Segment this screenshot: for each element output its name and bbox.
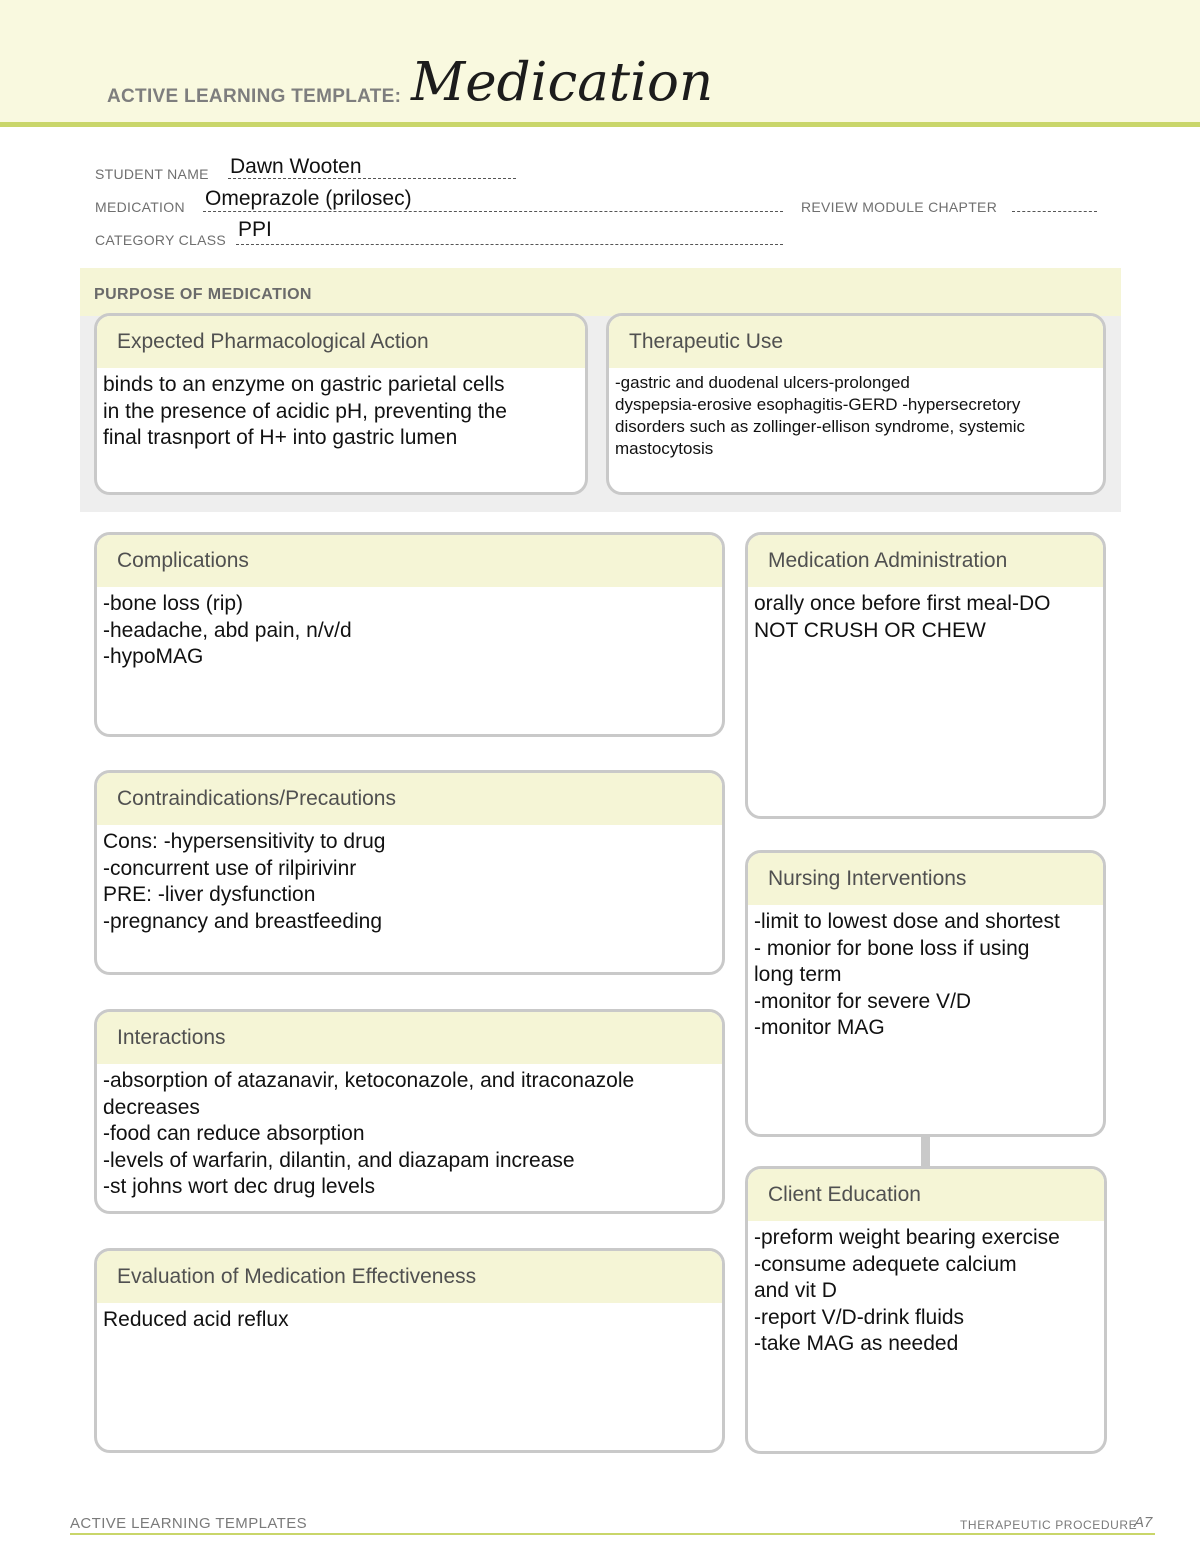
evaluation-text[interactable]: Reduced acid reflux: [103, 1308, 289, 1331]
client-education-title: Client Education: [748, 1169, 1104, 1221]
therapeutic-use-card: [606, 313, 1106, 495]
expected-action-card: [94, 313, 588, 495]
category-class-line: [236, 244, 783, 245]
therapeutic-use-title: Therapeutic Use: [609, 316, 1103, 368]
evaluation-title: Evaluation of Medication Effectiveness: [97, 1251, 722, 1303]
review-module-label: REVIEW MODULE CHAPTER: [801, 199, 998, 215]
footer-rule: [70, 1533, 1155, 1535]
interactions-card: [94, 1009, 725, 1214]
expected-action-text[interactable]: binds to an enzyme on gastric parietal cells in the presence of acidic pH, preventing the final trasnport of H+ into gastric lumen: [103, 373, 507, 449]
evaluation-card: [94, 1248, 725, 1453]
administration-text[interactable]: orally once before first meal-DO NOT CRUSH OR CHEW: [754, 592, 1051, 642]
interactions-title: Interactions: [97, 1012, 722, 1064]
client-education-card: [745, 1166, 1107, 1454]
connector-bar: [921, 1135, 930, 1166]
contraindications-text[interactable]: Cons: -hypersensitivity to drug -concurrent use of rilpirivinr PRE: -liver dysfunction -pregnancy and breastfeeding: [103, 830, 386, 933]
complications-title: Complications: [97, 535, 722, 587]
header-rule: [0, 122, 1200, 127]
administration-card: [745, 532, 1106, 819]
student-name-field[interactable]: Dawn Wooten: [230, 155, 362, 178]
nursing-interventions-text[interactable]: -limit to lowest dose and shortest - monior for bone loss if using long term -monitor for severe V/D -monitor MAG: [754, 910, 1060, 1039]
footer-page-number: A7: [1134, 1514, 1153, 1531]
administration-title: Medication Administration: [748, 535, 1103, 587]
nursing-interventions-card: [745, 850, 1106, 1137]
footer-right-label: THERAPEUTIC PROCEDURE: [960, 1518, 1138, 1532]
template-title: Medication: [411, 52, 714, 113]
category-class-label: CATEGORY CLASS: [95, 232, 227, 248]
category-class-field[interactable]: PPI: [238, 218, 272, 241]
contraindications-title: Contraindications/Precautions: [97, 773, 722, 825]
student-name-label: STUDENT NAME: [95, 166, 209, 182]
complications-text[interactable]: -bone loss (rip) -headache, abd pain, n/v/d -hypoMAG: [103, 592, 352, 668]
medication-line: [203, 211, 783, 212]
review-module-line: [1012, 211, 1097, 212]
purpose-label: PURPOSE OF MEDICATION: [94, 286, 312, 303]
interactions-text[interactable]: -absorption of atazanavir, ketoconazole, and itraconazole decreases -food can reduce absorption -levels of warfarin, dilantin, and diazapam increase -st johns wort dec drug levels: [103, 1069, 635, 1198]
template-prefix: ACTIVE LEARNING TEMPLATE:: [107, 86, 402, 107]
medication-label: MEDICATION: [95, 199, 185, 215]
client-education-text[interactable]: -preform weight bearing exercise -consume adequete calcium and vit D -report V/D-drink fluids -take MAG as needed: [754, 1226, 1060, 1355]
nursing-interventions-title: Nursing Interventions: [748, 853, 1103, 905]
contraindications-card: [94, 770, 725, 975]
footer-left-label: ACTIVE LEARNING TEMPLATES: [70, 1515, 307, 1532]
expected-action-title: Expected Pharmacological Action: [97, 316, 585, 368]
medication-field[interactable]: Omeprazole (prilosec): [205, 187, 412, 210]
complications-card: [94, 532, 725, 737]
therapeutic-use-text[interactable]: -gastric and duodenal ulcers-prolonged dyspepsia-erosive esophagitis-GERD -hypersecretory disorders such as zollinger-ellison syndrome, systemic mastocytosis: [615, 373, 1026, 458]
